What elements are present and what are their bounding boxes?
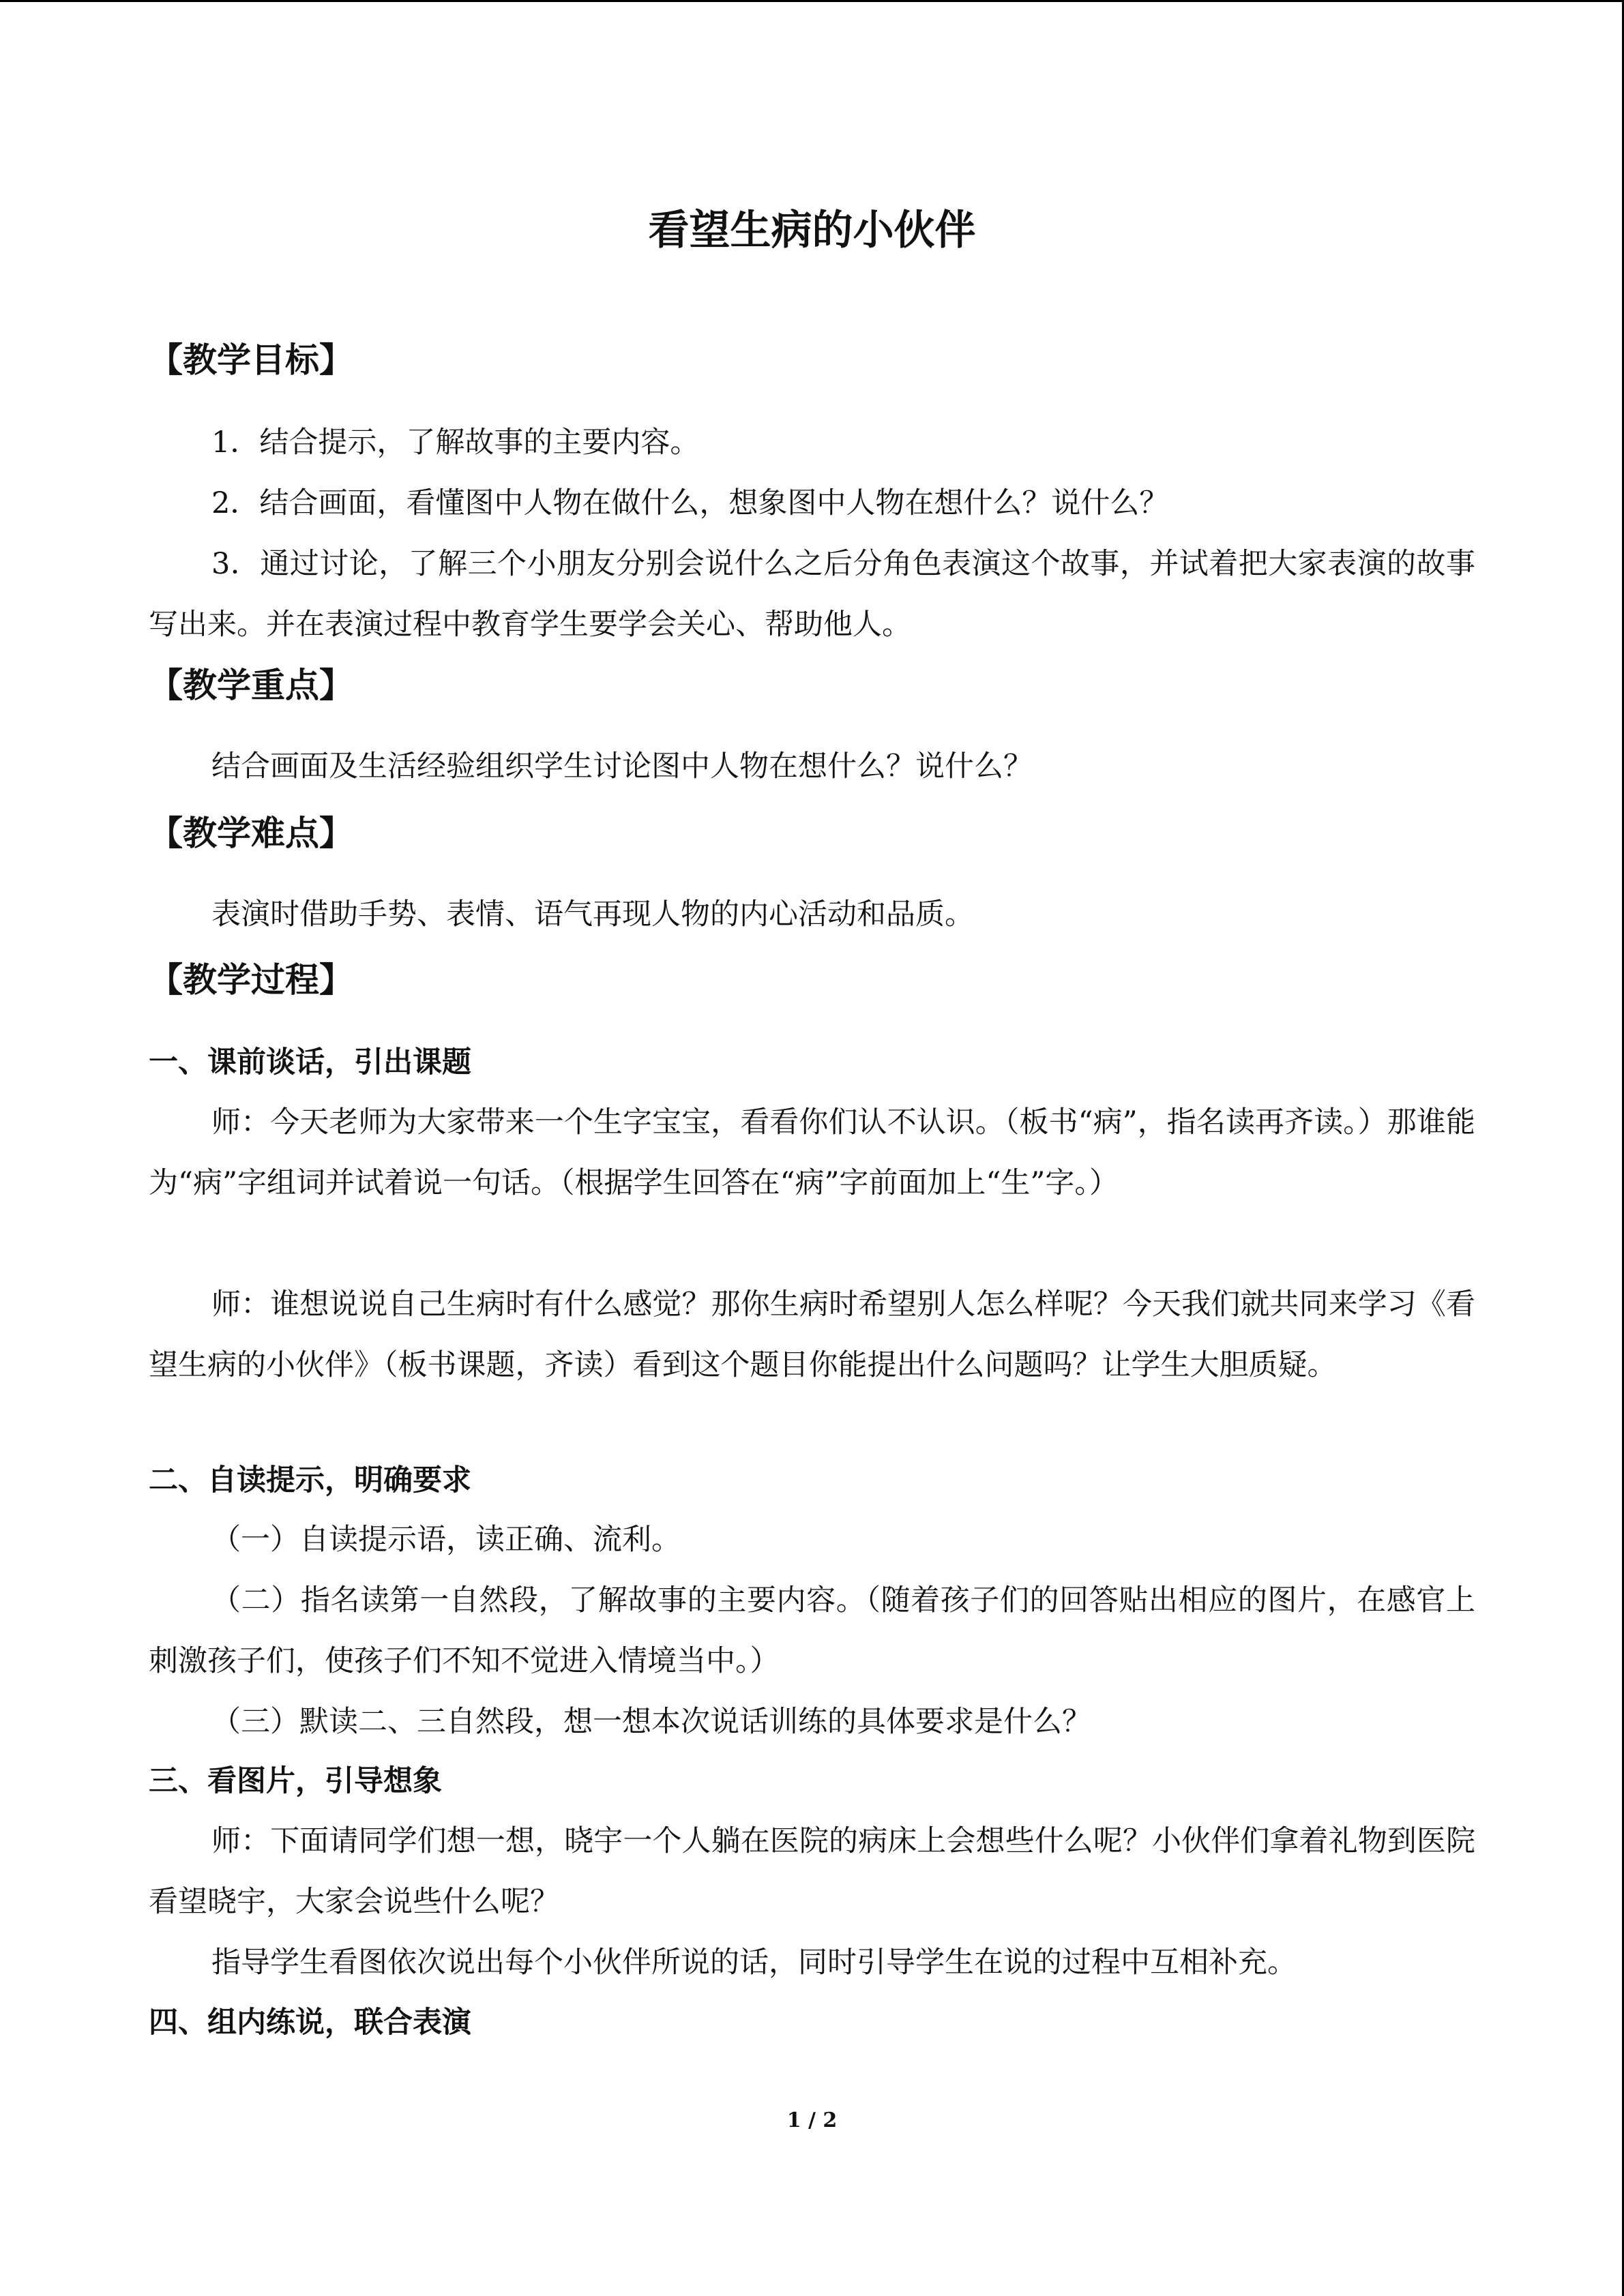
goal-item-3: 3．通过讨论，了解三个小朋友分别会说什么之后分角色表演这个故事，并试着把大家表演的故事写出来。并在表演过程中教育学生要学会关心、帮助他人。 [149, 547, 1475, 642]
goal-item-2: 2．结合画面，看懂图中人物在做什么，想象图中人物在想什么？说什么？ [211, 486, 1169, 520]
page-border-top [0, 0, 1624, 2]
process-part3-heading: 三、看图片，引导想象 [149, 1764, 442, 1798]
difficulties-text: 表演时借助手势、表情、语气再现人物的内心活动和品质。 [211, 897, 974, 931]
section-heading-process: 【教学过程】 [149, 960, 353, 1000]
section-heading-difficulties: 【教学难点】 [149, 814, 353, 853]
process-part3-paragraph-1: 师：下面请同学们想一想，晓宇一个人躺在医院的病床上会想些什么呢？小伙伴们拿着礼物到医院看望晓宇，大家会说些什么呢？ [149, 1824, 1475, 1919]
key-points-text: 结合画面及生活经验组织学生讨论图中人物在想什么？说什么？ [211, 749, 1033, 784]
process-part2-paragraph-2: （二）指名读第一自然段，了解故事的主要内容。（随着孩子们的回答贴出相应的图片，在感官上刺激孩子们，使孩子们不知不觉进入情境当中。） [149, 1583, 1475, 1678]
process-part3-paragraph-2: 指导学生看图依次说出每个小伙伴所说的话，同时引导学生在说的过程中互相补充。 [211, 1945, 1297, 1980]
process-part2-paragraph-1: （一）自读提示语，读正确、流利。 [211, 1523, 681, 1557]
section-heading-key-points: 【教学重点】 [149, 666, 353, 705]
process-part2-paragraph-3: （三）默读二、三自然段，想一想本次说话训练的具体要求是什么？ [211, 1705, 1091, 1739]
process-part2-heading: 二、自读提示，明确要求 [149, 1463, 471, 1497]
process-part1-paragraph-2: 师：谁想说说自己生病时有什么感觉？那你生病时希望别人怎么样呢？今天我们就共同来学习《看望生病的小伙伴》（板书课题，齐读）看到这个题目你能提出什么问题吗？让学生大胆质疑。 [149, 1287, 1475, 1382]
goal-item-1: 1．结合提示，了解故事的主要内容。 [211, 426, 700, 460]
process-part1-heading: 一、课前谈话，引出课题 [149, 1045, 471, 1079]
process-part1-paragraph-1: 师：今天老师为大家带来一个生字宝宝，看看你们认不认识。（板书“病”，指名读再齐读。）那谁能为“病”字组词并试着说一句话。（根据学生回答在“病”字前面加上“生”字。） [149, 1105, 1475, 1200]
page-number: 1 / 2 [786, 2108, 838, 2132]
document-title: 看望生病的小伙伴 [648, 207, 976, 254]
section-heading-goals: 【教学目标】 [149, 340, 353, 380]
process-part4-heading: 四、组内练说，联合表演 [149, 2006, 471, 2040]
